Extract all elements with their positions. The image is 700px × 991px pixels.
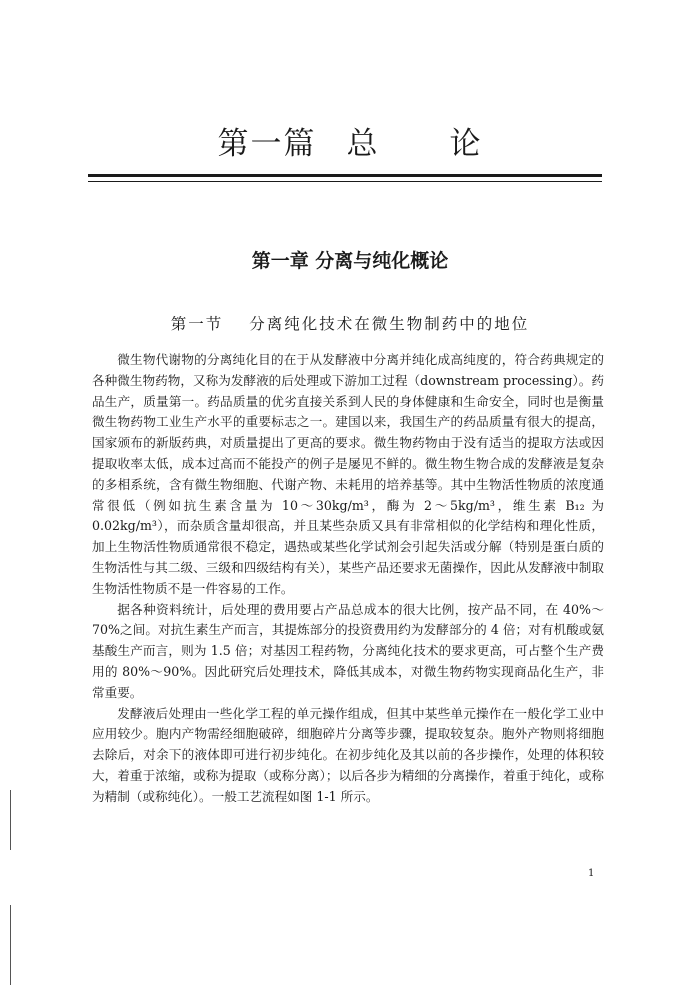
part-title [0,118,700,163]
part-title-word-2: 论 [449,126,483,162]
part-title-prefix: 第一篇 [217,126,317,162]
scan-margin-line-upper [10,790,11,850]
section-title [0,312,700,334]
paragraph-3: 发酵液后处理由一些化学工程的单元操作组成，但其中某些单元操作在一般化学工业中应用较少。胞内产物需经细胞破碎，细胞碎片分离等步骤，提取较复杂。胞外产物则将细胞去除后，对余下的液体即可进行初步纯化。在初步纯化及其以前的各步操作，处理的体积较大，着重于浓缩，或称为提取（或称分离）；以后各步为精细的分离操作，着重于纯化，或称为精制（或称纯化）。一般工艺流程如图 1-1 所示。 [92,705,604,804]
chapter-title: 第一章 分离与纯化概论 [251,250,449,272]
paragraph-2: 据各种资料统计，后处理的费用要占产品总成本的很大比例，按产品不同，在 40%～70%之间。对抗生素生产而言，其提炼部分的投资费用约为发酵部分的 4 倍；对有机酸或氨基酸生产而言，则为 1.5 倍；对基因工程药物，分离纯化技术的要求更高，可占整个生产费用的 80%～90%。因此研究后处理技术，降低其成本，对微生物药物实现商品化生产，非常重要。 [92,601,604,700]
title-rule-thick [88,174,602,177]
part-title-word-1: 总 [346,126,380,162]
section-number: 第一节 [170,315,224,333]
paragraph-1: 微生物代谢物的分离纯化目的在于从发酵液中分离并纯化成高纯度的，符合药典规定的各种微生物药物，又称为发酵液的后处理或下游加工过程（downstream processing）。药品生产，质量第一。药品质量的优劣直接关系到人民的身体健康和生命安全，同时也是衡量微生物药物工业生产水平的重要标志之一。建国以来，我国生产的药品质量有很大的提高，国家颁布的新版药典，对质量提出了更高的要求。微生物药物由于没有适当的提取方法或因提取收率太低，成本过高而不能投产的例子是屡见不鲜的。微生物生物合成的发酵液是复杂的多相系统，含有微生物细胞、代谢产物、未耗用的培养基等。其中生物活性物质的浓度通常很低（例如抗生素含量为 10～30kg/m³，酶为 2～5kg/m³，维生素 B₁₂ 为 0.02kg/m³），而杂质含量却很高，并且某些杂质又具有非常相似的化学结构和理化性质，加上生物活性物质通常很不稳定，遇热或某些化学试剂会引起失活或分解（特别是蛋白质的生物活性与其二级、三级和四级结构有关），某些产品还要求无菌操作，因此从发酵液中制取生物活性物质不是一件容易的工作。 [92,352,604,596]
page-number: 1 [588,868,595,879]
body-text [92,350,604,808]
title-rule-thin [88,181,602,182]
section-heading-text: 分离纯化技术在微生物制药中的地位 [249,315,530,333]
scan-margin-line-lower [10,905,11,985]
